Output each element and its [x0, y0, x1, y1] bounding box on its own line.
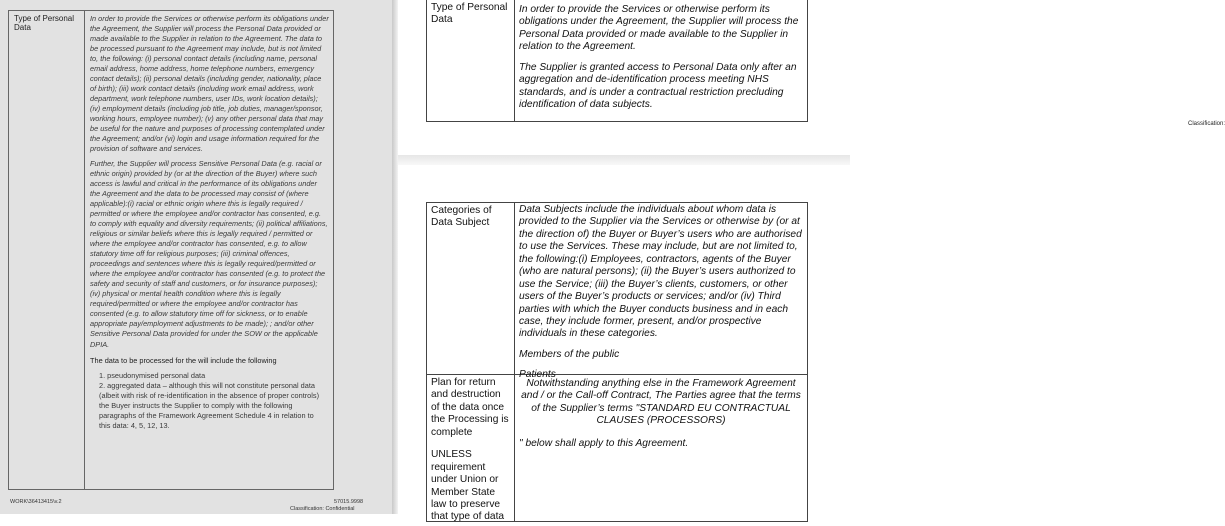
document-page-top — [398, 0, 1225, 160]
data-subjects-table — [426, 202, 808, 522]
apply-agreement-text: " below shall apply to this Agreement. — [519, 437, 689, 449]
categories-of-data-subject-label: Categories of Data Subject — [431, 205, 492, 229]
table-row — [427, 203, 807, 381]
page-separator — [398, 155, 850, 165]
content-cell — [515, 0, 807, 121]
personal-data-table-top — [426, 0, 808, 122]
content-cell — [515, 375, 807, 521]
access-paragraph: The Supplier is granted access to Personal Data only after an aggregation and de-identification process meeting NHS standards, and is under a contractual restriction precluding identification of data subjects. — [519, 61, 797, 111]
data-list — [85, 371, 333, 431]
content-cell — [515, 203, 807, 381]
scanned-document-page — [0, 0, 392, 514]
type-of-personal-data-label: Type of Personal Data — [14, 14, 75, 33]
list-item: 2. aggregated data – although this will not constitute personal data (albeit with risk of re-identification in the absence of proper controls) the Buyer instructs the Supplier to comply with the following paragraphs of the Framework Agreement Schedule 4 in relation to this data: 4, 5, 12, 13. — [99, 380, 320, 430]
return-destruction-label: Plan for return and destruction of the data once the Processing is complete — [431, 377, 509, 438]
data-subjects-paragraph: Data Subjects include the individuals about whom data is provided to the Supplier via the Services or otherwise by (or at the direction of) the Buyer or Buyer’s users who are authorised to use the Services. These may include, but are not limited to, the following:(i) Employees, contractors, agents of the Buyer (who are natural persons); (ii) the Buyer’s users authorized to use the Service; (iii) the Buyer’s clients, customers, or other users of the Buyer’s products or services; and/or (iv) Third parties with which the Buyer conducts business and in each case, they include former, present, and/or prospective individuals in these categories. — [519, 204, 802, 340]
data-list-intro: The data to be processed for the will include the following — [90, 355, 277, 365]
unless-requirement-label: UNLESS requirement under Union or Member State law to preserve that type of data — [431, 449, 505, 523]
label-cell — [9, 11, 85, 489]
label-cell — [427, 0, 515, 121]
label-cell — [427, 203, 515, 374]
document-reference: WORK\36413415\v.2 — [10, 499, 62, 505]
table-row — [427, 375, 807, 521]
processing-paragraph: In order to provide the Services or otherwise perform its obligations under the Agreement, the Supplier will process the Personal Data provided or made available to the Supplier in relation to the Agreement. — [519, 4, 799, 53]
content-cell — [85, 11, 333, 489]
sensitive-data-paragraph: Further, the Supplier will process Sensitive Personal Data (e.g. racial or ethnic origin) provided by (or at the direction of the Buyer) where such access is lawful and critical in the performance of its obligations under the Agreement and the data to be processed may consist of (where applicable):(i) racial or ethnic origin where this is legally required / permitted or where the employee and/or contractor has consented, e.g. to comply with equality and diversity requirements; (ii) political affiliations, religious or similar beliefs where this is legally required / permitted or where the employee and/or contractor has consented, e.g. to allow statutory time off for religious purposes; (iii) criminal offences, proceedings and sentences where this is legally required/permitted or where the employee and/or contractor has consented (e.g. to protect the safety and security of staff and customers, or for insurance purposes); (iv) physical or mental health condition where this is legally required/permitted or where the employee and/or contractor has consented (e.g. to allow statutory time off for sickness, or to enable appropriate pay/employment adjustments to be made); ; and/or other Sensitive Personal Data provided for under the SOW or the applicable DPIA. — [90, 159, 328, 349]
notwithstanding-paragraph: Notwithstanding anything else in the Framework Agreement and / or the Call-off Contract, The Parties agree that the terms of the Supplier’s terms "STANDARD EU CONTRACTUAL CLAUSES (PROCESSORS) — [521, 378, 801, 427]
data-description-paragraph: In order to provide the Services or otherwise perform its obligations under the Agreement, the Supplier will process the Personal Data provided or made available to the Supplier in relation to the Agreement. The data to be processed pursuant to the Agreement may include, but is not limited to, the following: (i) personal contact details (including name, personal email address, home address, home telephone numbers, emergency contact details); (ii) personal details (including gender, nationality, place of birth); (iii) work contact details (including work email address, work department, work telephone numbers, user IDs, work location details); (iv) employment details (including job title, job duties, manager/sponsor, working hours, employee number); (v) any other personal data that may be useful for the nature and purposes of processing contemplated under the Agreement; and/or (vi) login and usage information required for the provision of software and services. — [90, 14, 329, 154]
classification-label: Classification: Confidential — [290, 506, 355, 512]
label-cell — [427, 375, 515, 521]
type-of-personal-data-label: Type of Personal Data — [431, 2, 508, 26]
members-of-public-text: Members of the public — [519, 348, 620, 360]
patients-text: Patients — [519, 369, 556, 381]
table-row — [427, 0, 807, 121]
classification-label: Classification: — [1188, 121, 1225, 127]
list-item: 1. pseudonymised personal data — [99, 370, 206, 380]
personal-data-table — [8, 10, 334, 490]
document-number: 57015.9998 — [334, 499, 364, 505]
